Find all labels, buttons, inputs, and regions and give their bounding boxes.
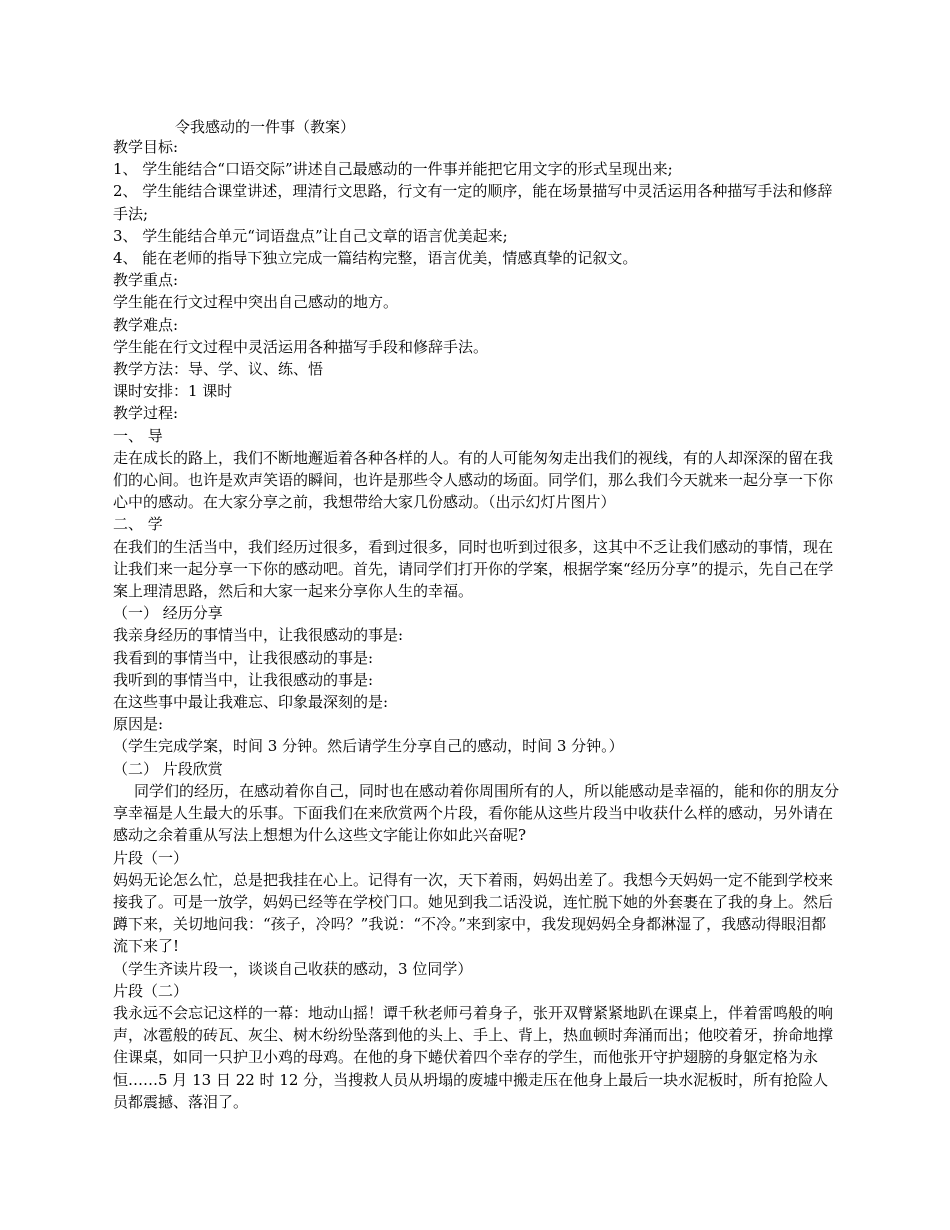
difficult-heading: 教学难点:	[113, 315, 179, 334]
process-heading: 教学过程:	[113, 404, 179, 423]
prompt-line: （学生完成学案，时间 3 分钟。然后请学生分享自己的感动，时间 3 分钟。）	[113, 737, 624, 756]
goal-item: 1、 学生能结合“口语交际”讲述自己最感动的一件事并能把它用文字的形式呈现出来;	[113, 160, 673, 179]
subsection-2-text: 同学们的经历，在感动着你自己，同时也在感动着你周围所有的人，所以能感动是幸福的，能和你的朋友分享幸福是人生最大的乐事。下面我们在来欣赏两个片段，看你能从这些片段当中收获什么样的感动，另外请在感动之余着重从写法上想想为什么这些文字能让你如此兴奋呢?	[113, 781, 840, 845]
fragment-2-heading: 片段（二）	[113, 981, 189, 1000]
prompt-line: 原因是:	[113, 715, 164, 734]
fragment-1-heading: 片段（一）	[113, 848, 189, 867]
fragment-1-text: 妈妈无论怎么忙，总是把我挂在心上。记得有一次，天下着雨，妈妈出差了。我想今天妈妈一定不能到学校来接我了。可是一放学，妈妈已经等在学校门口。她见到我二话没说，连忙脱下她的外套裹在了我的身上。然后蹲下来，关切地问我：“孩子，冷吗？”我说：“不冷。”来到家中，我发现妈妈全身都淋湿了，我感动得眼泪都流下来了!	[113, 870, 834, 956]
section-1-heading: 一、 导	[113, 426, 163, 445]
goal-item: 3、 学生能结合单元“词语盘点”让自己文章的语言优美起来;	[113, 226, 508, 245]
section-2-text: 在我们的生活当中，我们经历过很多，看到过很多，同时也听到过很多，这其中不乏让我们感动的事情，现在让我们来一起分享一下你的感动吧。首先，请同学们打开你的学案，根据学案“经历分享”的提示，先自己在学案上理清思路，然后和大家一起来分享你人生的幸福。	[113, 537, 834, 601]
schedule-text: 课时安排：1 课时	[113, 382, 233, 401]
document-title: 令我感动的一件事（教案）	[175, 118, 356, 136]
fragment-1-note: （学生齐读片段一，谈谈自己收获的感动，3 位同学）	[113, 959, 473, 978]
goal-item: 2、 学生能结合课堂讲述，理清行文思路，行文有一定的顺序，能在场景描写中灵活运用各种描写手法和修辞手法;	[113, 182, 833, 223]
document-body	[113, 136, 841, 1113]
section-1-text: 走在成长的路上，我们不断地邂逅着各种各样的人。有的人可能匆匆走出我们的视线，有的人却深深的留在我们的心间。也许是欢声笑语的瞬间，也许是那些令人感动的场面。同学们，那么我们今天就来一起分享一下你心中的感动。在大家分享之前，我想带给大家几份感动。（出示幻灯片图片）	[113, 448, 834, 512]
key-text: 学生能在行文过程中突出自己感动的地方。	[113, 293, 399, 312]
prompt-line: 我听到的事情当中，让我很感动的事是:	[113, 670, 374, 689]
goal-item: 4、 能在老师的指导下独立完成一篇结构完整，语言优美，情感真挚的记叙文。	[113, 249, 638, 268]
section-2-heading: 二、 学	[113, 515, 163, 534]
prompt-line: 我亲身经历的事情当中，让我很感动的事是:	[113, 626, 404, 645]
prompt-line: 在这些事中最让我难忘、印象最深刻的是:	[113, 693, 389, 712]
difficult-text: 学生能在行文过程中灵活运用各种描写手段和修辞手法。	[113, 337, 489, 356]
goals-heading: 教学目标:	[113, 138, 179, 156]
fragment-2-text: 我永远不会忘记这样的一幕：地动山摇！谭千秋老师弓着身子，张开双臂紧紧地趴在课桌上，伴着雷鸣般的响声，冰雹般的砖瓦、灰尘、树木纷纷坠落到他的头上、手上、背上，热血顿时奔涌而出；他咬着牙，拚命地撑住课桌，如同一只护卫小鸡的母鸡。在他的身下蜷伏着四个幸存的学生，而他张开守护翅膀的身躯定格为永恒……5 月 13 日 22 时 12 分，当搜救人员从坍塌的废墟中搬走压在他身上最后一块水泥板时，所有抢险人员都震撼、落泪了。	[113, 1003, 834, 1111]
subsection-1-heading: （一） 经历分享	[113, 604, 223, 623]
method-text: 教学方法：导、学、议、练、悟	[113, 360, 324, 379]
subsection-2-heading: （二） 片段欣赏	[113, 759, 223, 778]
key-heading: 教学重点:	[113, 271, 179, 290]
prompt-line: 我看到的事情当中，让我很感动的事是:	[113, 648, 374, 667]
